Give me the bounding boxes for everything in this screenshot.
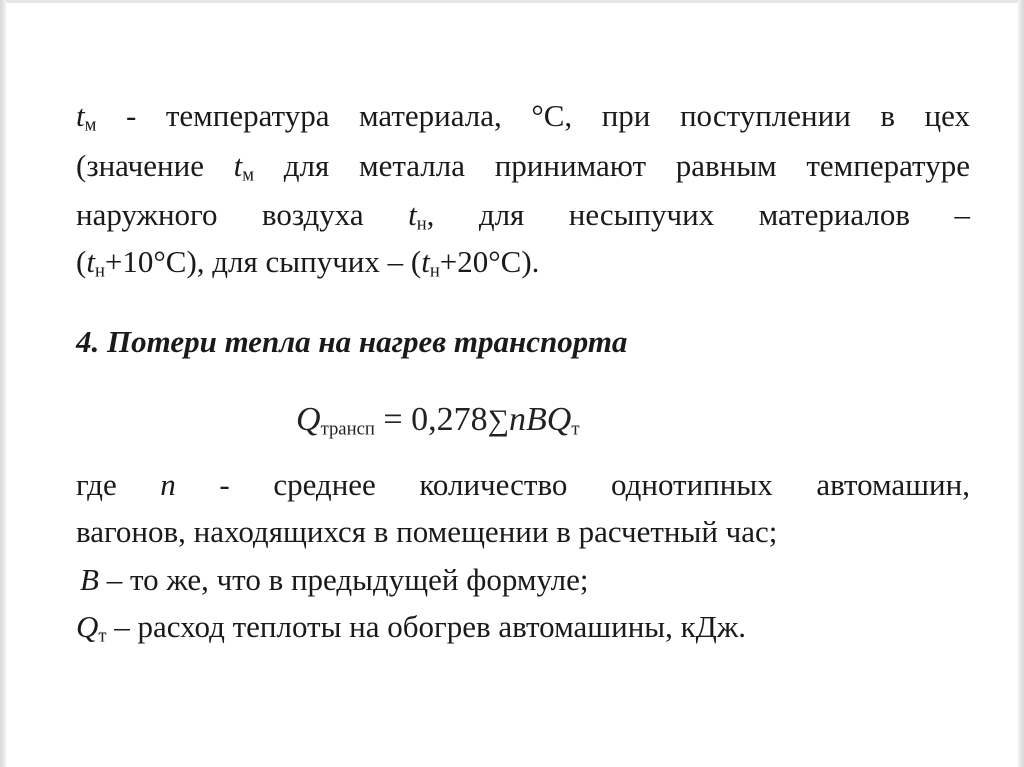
word: среднее <box>273 467 376 502</box>
dash: - <box>125 98 137 133</box>
paragraph2-line2: вагонов, находящихся в помещении в расчетный час; <box>76 514 778 549</box>
word: в <box>880 98 895 133</box>
word: где <box>76 467 117 502</box>
word: несыпучих <box>568 197 715 232</box>
word: однотипных <box>611 467 773 502</box>
tm-symbol: $t_м$ <box>76 98 97 136</box>
word: количество <box>419 467 568 502</box>
word: температура <box>165 98 330 133</box>
n-symbol: n <box>160 467 176 502</box>
word: – <box>954 197 970 232</box>
word: цех <box>924 98 970 133</box>
word: при <box>601 98 651 133</box>
word: воздуха <box>261 197 364 232</box>
word: для <box>478 197 525 232</box>
word: принимают <box>494 148 647 183</box>
dash: - <box>219 467 230 502</box>
word: равным <box>675 148 777 183</box>
paragraph1-line4: $(t_н+10^\circ С)$, для сыпучих – $(t_н+20^\circ С)$. <box>76 244 540 282</box>
word: температуре <box>806 148 970 183</box>
word: для <box>283 148 330 183</box>
word: автомашин, <box>816 467 970 502</box>
paragraph1-line1 <box>76 96 970 136</box>
word: материала, <box>359 98 502 133</box>
tm-symbol: $t_м$ <box>233 148 255 186</box>
section-heading: 4. Потери тепла на нагрев транспорта <box>76 324 628 359</box>
slide-left-shadow <box>0 0 6 767</box>
word: металла <box>358 148 465 183</box>
paragraph1-line2 <box>76 146 970 186</box>
slide-top-edge <box>0 0 1024 3</box>
word: поступлении <box>679 98 851 133</box>
paragraph2-line4: $Q_т$ – расход теплоты на обогрев автомашины, кДж. <box>76 609 746 647</box>
paragraph2-line1 <box>76 465 970 505</box>
formula-q-transp: $Q_{трансп} = 0,278\sum nBQ_т$ <box>296 401 580 440</box>
word: (значение <box>76 148 204 183</box>
paragraph2-line3: B – то же, что в предыдущей формуле; <box>80 562 589 597</box>
word: °С, <box>531 98 573 133</box>
paragraph1-line3 <box>76 195 970 235</box>
word: материалов <box>758 197 911 232</box>
slide-right-shadow <box>1018 0 1024 767</box>
word: наружного <box>76 197 218 232</box>
tn-symbol: $t_н$, <box>408 197 435 235</box>
